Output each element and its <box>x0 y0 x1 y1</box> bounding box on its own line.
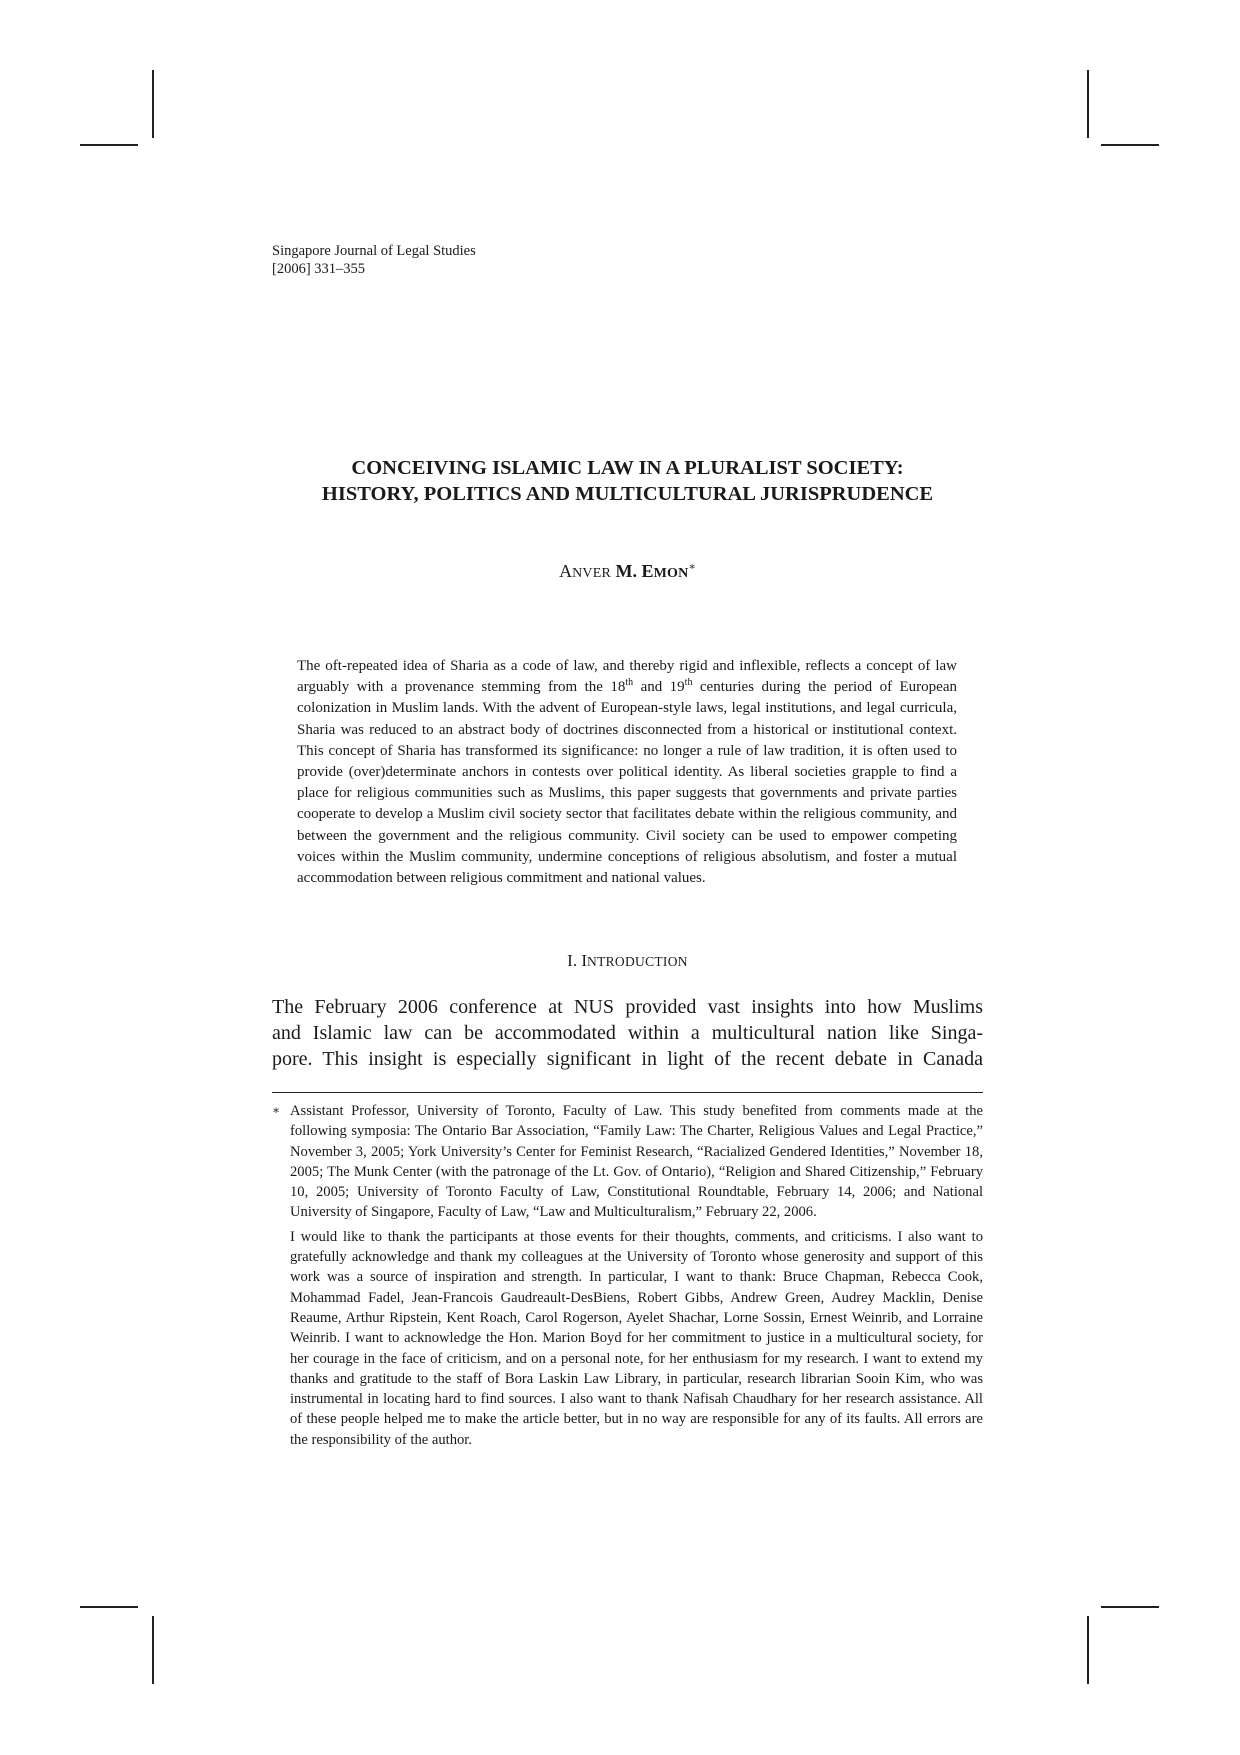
crop-mark-bottom-right-horizontal <box>1101 1606 1159 1608</box>
section-numeral: I. <box>567 951 578 970</box>
footnote-marker: ∗ <box>272 1103 281 1117</box>
abstract-sup-1: th <box>625 677 634 689</box>
journal-citation: [2006] 331–355 <box>272 261 366 277</box>
crop-mark-top-right-horizontal <box>1101 144 1159 146</box>
body-line: The February 2006 conference at NUS provided vast insights into how Muslims <box>272 996 983 1018</box>
body-paragraph <box>272 994 983 1072</box>
section-initial: I <box>581 951 588 970</box>
article-author <box>272 556 983 585</box>
crop-mark-bottom-left-horizontal <box>80 1606 138 1608</box>
body-line: pore. This insight is especially significant in light of the recent debate in Canada <box>272 1048 983 1070</box>
footnote-paragraph-2: I would like to thank the participants at those events for their thoughts, comments, and criticisms. I also want to gratefully acknowledge and thank my colleagues at the University of Toronto whose generosity and support of this work was a source of inspiration and strength. In particular, I want to thank: Bruce Chapman, Rebecca Cook, Mohammad Fadel, Jean-Francois Gaudreault-DesBiens, Robert Gibbs, Andrew Green, Audrey Macklin, Denise Reaume, Arthur Ripstein, Kent Roach, Carol Rogerson, Ayelet Shachar, Lorne Sossin, Ernest Weinrib, and Lorraine Weinrib. I want to acknowledge the Hon. Marion Boyd for her commitment to justice in a multicultural society, for her courage in the face of criticism, and on a personal note, for her enthusiasm for my research. I want to extend my thanks and gratitude to the staff of Bora Laskin Law Library, in particular, research librarian Sooin Kim, who was instrumental in locating hard to find sources. I also want to thank Nafisah Chaudhary for her research assistance. All of these people helped me to make the article better, but in no way are responsible for any of its faults. All errors are the responsibility of the author. <box>290 1228 983 1448</box>
crop-mark-bottom-right-vertical <box>1087 1616 1089 1684</box>
abstract-sup-2: th <box>684 677 693 689</box>
abstract-part-3: centuries during the period of European colonization in Muslim lands. With the advent of European-style laws, legal institutions, and legal curricula, Sharia was reduced to an abstract body of doctrines disconnected from a historical or institutional context. This concept of Sharia has transformed its significance: no longer a rule of law tradition, it is often used to provide (over)determinate anchors in contests over political identity. As liberal societies grapple to find a place for religious communities such as Muslims, this paper suggests that governments and private parties cooperate to develop a Muslim civil society sector that facilitates debate within the religious community, and between the government and the religious community. Civil society can be used to empower competing voices within the Muslim community, undermine conceptions of religious absolutism, and foster a mutual accommodation between religious commitment and national values. <box>297 679 957 887</box>
footnote-body <box>290 1101 983 1450</box>
journal-name: Singapore Journal of Legal Studies <box>272 243 476 259</box>
footnote <box>272 1101 983 1454</box>
crop-mark-bottom-left-vertical <box>152 1616 154 1684</box>
article-title-line-1: CONCEIVING ISLAMIC LAW IN A PLURALIST SOCIETY: <box>351 457 904 479</box>
section-rest: NTRODUCTION <box>587 954 688 969</box>
article-title <box>272 455 983 507</box>
section-heading-introduction <box>272 950 983 973</box>
author-middle: M. <box>615 561 638 581</box>
abstract <box>297 656 957 889</box>
author-first-rest: NVER <box>572 566 612 581</box>
body-line: and Islamic law can be accommodated within a multicultural nation like Singa- <box>272 1022 983 1044</box>
crop-mark-top-left-horizontal <box>80 144 138 146</box>
abstract-part-1: The oft-repeated idea of Sharia as a code of law, and thereby rigid and inflexible, reflects a concept of law arguably with a provenance stemming from the 18 <box>297 658 957 696</box>
abstract-part-2: and 19 <box>633 679 685 696</box>
footnote-rule <box>272 1092 983 1093</box>
author-first-initial: A <box>559 561 573 581</box>
author-footnote-marker: ∗ <box>688 561 696 573</box>
author-last-rest: MON <box>653 566 689 581</box>
article-title-line-2: HISTORY, POLITICS AND MULTICULTURAL JURISPRUDENCE <box>321 483 934 505</box>
author-last-initial: E <box>641 561 654 581</box>
crop-mark-top-left-vertical <box>152 70 154 138</box>
journal-header <box>272 242 476 278</box>
crop-mark-top-right-vertical <box>1087 70 1089 138</box>
footnote-paragraph-1: Assistant Professor, University of Toronto, Faculty of Law. This study benefited from comments made at the following symposia: The Ontario Bar Association, “Family Law: The Charter, Religious Values and Legal Practice,” November 3, 2005; York University’s Center for Feminist Research, “Racialized Gendered Identities,” November 18, 2005; The Munk Center (with the patronage of the Lt. Gov. of Ontario), “Religion and Shared Citizenship,” February 10, 2005; University of Toronto Faculty of Law, Constitutional Roundtable, February 14, 2006; and National University of Singapore, Faculty of Law, “Law and Multiculturalism,” February 22, 2006. <box>290 1103 983 1221</box>
